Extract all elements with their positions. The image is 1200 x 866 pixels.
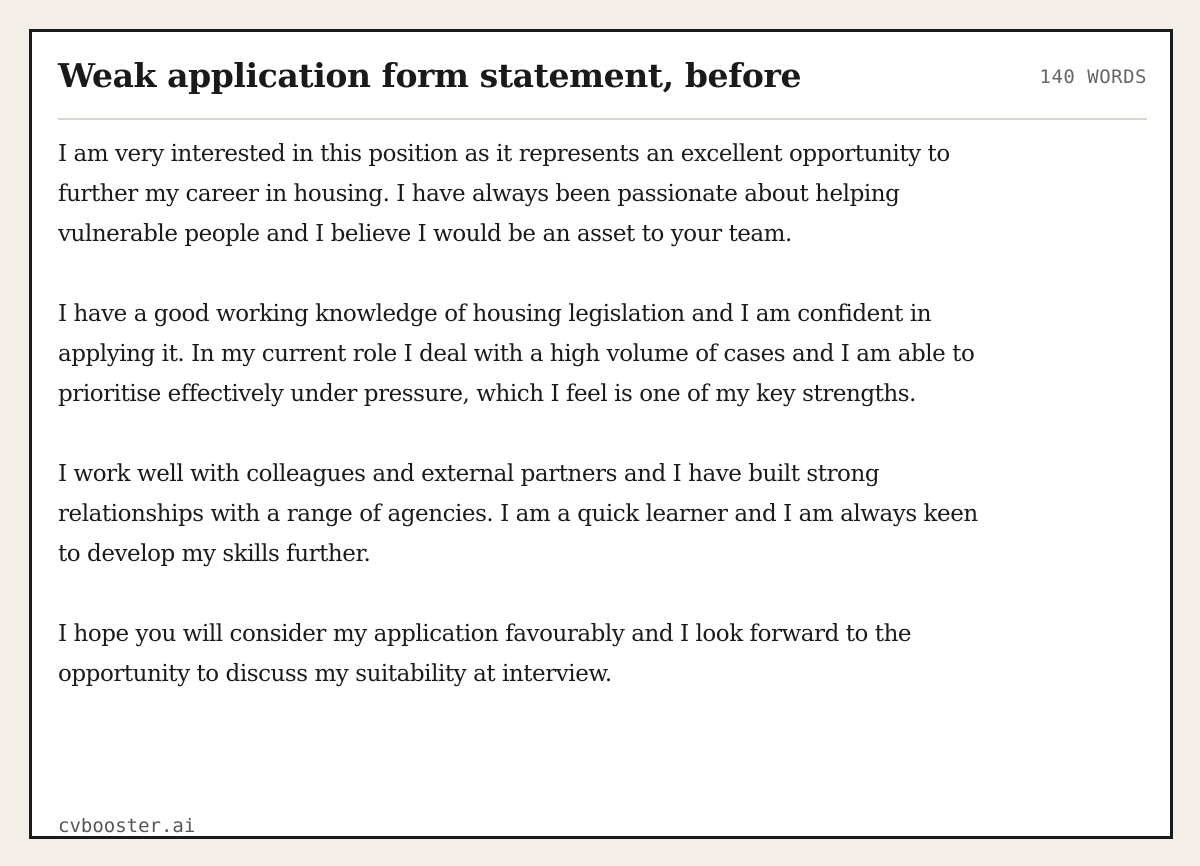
statement-card xyxy=(29,29,1173,839)
statement-paragraph: I hope you will consider my application favourably and I look forward to the opportunity to discuss my suitability at interview. xyxy=(58,621,912,687)
statement-paragraph: I am very interested in this position as it represents an excellent opportunity to further my career in housing. I have always been passionate about helping vulnerable people and I believe I would be an asset to your team. xyxy=(58,141,950,247)
statement-paragraph: I have a good working knowledge of housing legislation and I am confident in applying it. In my current role I deal with a high volume of cases and I am able to prioritise effectively under pressure, which I feel is one of my key strengths. xyxy=(58,301,975,407)
word-count-label: 140 WORDS xyxy=(1039,66,1147,88)
footer-brand: cvbooster.ai xyxy=(58,815,196,837)
card-title: Weak application form statement, before xyxy=(58,56,802,95)
statement-body xyxy=(58,134,993,694)
statement-paragraph: I work well with colleagues and external partners and I have built strong relationships with a range of agencies. I am a quick learner and I am always keen to develop my skills further. xyxy=(58,461,978,567)
card-header xyxy=(58,52,1147,120)
